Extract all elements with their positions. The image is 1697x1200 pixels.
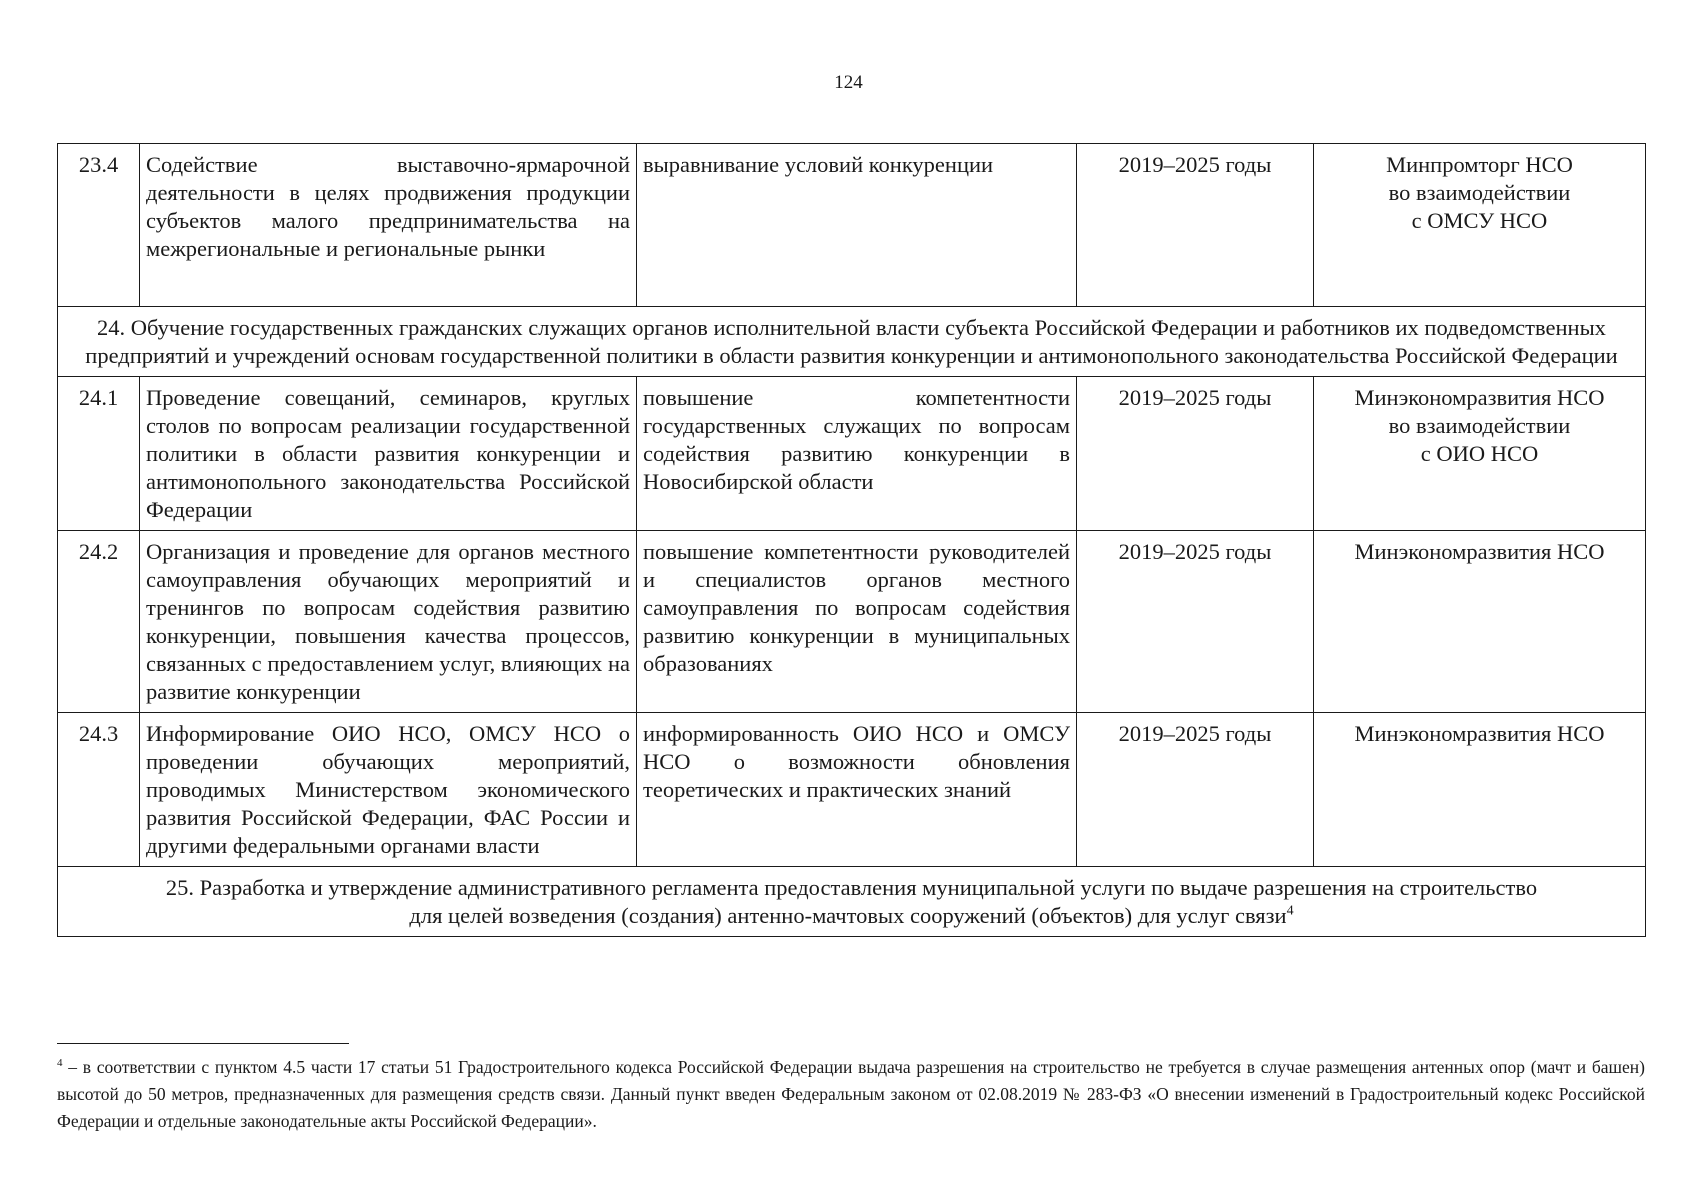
expected-result: повышение компетентности руководителей и специалистов органов местного самоуправления по вопросам содействия развитию конкуренции в муниципальных образованиях xyxy=(637,531,1077,713)
executor-line: с ОИО НСО xyxy=(1420,441,1539,466)
implementation-period: 2019–2025 годы xyxy=(1077,144,1314,307)
section-title-line: 25. Разработка и утверждение административного регламента предоставления муниципальной услуги по выдаче разрешения на строительство xyxy=(165,875,1538,900)
responsible-executor xyxy=(1314,377,1646,531)
section-header-row xyxy=(58,867,1646,937)
section-header-row xyxy=(58,307,1646,377)
executor-line: с ОМСУ НСО xyxy=(1411,208,1548,233)
footnote xyxy=(57,1054,1645,1135)
expected-result: информированность ОИО НСО и ОМСУ НСО о возможности обновления теоретических и практических знаний xyxy=(637,713,1077,867)
footnote-separator xyxy=(57,1043,349,1044)
executor-line: Минпромторг НСО xyxy=(1386,152,1573,177)
row-number: 24.3 xyxy=(58,713,140,867)
implementation-period: 2019–2025 годы xyxy=(1077,713,1314,867)
footnote-text: – в соответствии с пунктом 4.5 части 17 статьи 51 Градостроительного кодекса Российской Федерации выдача разрешения на строительство не требуется в случае размещения антенных опор (мачт и башен) высотой до 50 метров, предназначенных для размещения средств связи. Данный пункт введен Федеральным законом от 02.08.2019 № 283-ФЗ «О внесении изменений в Градостроительный кодекс Российской Федерации и отдельные законодательные акты Российской Федерации». xyxy=(57,1057,1645,1131)
measure-description: Организация и проведение для органов местного самоуправления обучающих мероприятий и тренингов по вопросам содействия развитию конкуренции, повышения качества процессов, связанных с предоставлением услуг, влияющих на развитие конкуренции xyxy=(140,531,637,713)
footnote-marker: 4 xyxy=(57,1057,63,1070)
section-title-line xyxy=(64,902,1639,930)
section-title-24: 24. Обучение государственных гражданских служащих органов исполнительной власти субъекта Российской Федерации и работников их подведомственных предприятий и учреждений основам государственной политики в области развития конкуренции и антимонопольного законодательства Российской Федерации xyxy=(58,307,1646,377)
table-row xyxy=(58,713,1646,867)
table-row xyxy=(58,377,1646,531)
row-number: 23.4 xyxy=(58,144,140,307)
responsible-executor xyxy=(1314,144,1646,307)
measure-description: Содействие выставочно-ярмарочной деятельности в целях продвижения продукции субъектов малого предпринимательства на межрегиональные и региональные рынки xyxy=(140,144,637,307)
section-title-25 xyxy=(58,867,1646,937)
responsible-executor: Минэкономразвития НСО xyxy=(1314,531,1646,713)
executor-line: во взаимодействии xyxy=(1388,413,1571,438)
measure-description: Информирование ОИО НСО, ОМСУ НСО о проведении обучающих мероприятий, проводимых Министерством экономического развития Российской Федерации, ФАС России и другими федеральными органами власти xyxy=(140,713,637,867)
expected-result: выравнивание условий конкуренции xyxy=(637,144,1077,307)
row-number: 24.2 xyxy=(58,531,140,713)
table-row xyxy=(58,531,1646,713)
section-title-text: для целей возведения (создания) антенно-мачтовых сооружений (объектов) для услуг связи xyxy=(409,903,1287,928)
row-number: 24.1 xyxy=(58,377,140,531)
table-row xyxy=(58,144,1646,307)
executor-line: во взаимодействии xyxy=(1388,180,1571,205)
footnote-reference[interactable]: 4 xyxy=(1286,903,1294,919)
executor-line: Минэкономразвития НСО xyxy=(1354,385,1605,410)
expected-result: повышение компетентности государственных служащих по вопросам содействия развитию конкуренции в Новосибирской области xyxy=(637,377,1077,531)
implementation-period: 2019–2025 годы xyxy=(1077,531,1314,713)
page-number: 124 xyxy=(834,72,863,93)
responsible-executor: Минэкономразвития НСО xyxy=(1314,713,1646,867)
measures-table xyxy=(57,143,1646,937)
measure-description: Проведение совещаний, семинаров, круглых столов по вопросам реализации государственной политики в области развития конкуренции и антимонопольного законодательства Российской Федерации xyxy=(140,377,637,531)
implementation-period: 2019–2025 годы xyxy=(1077,377,1314,531)
